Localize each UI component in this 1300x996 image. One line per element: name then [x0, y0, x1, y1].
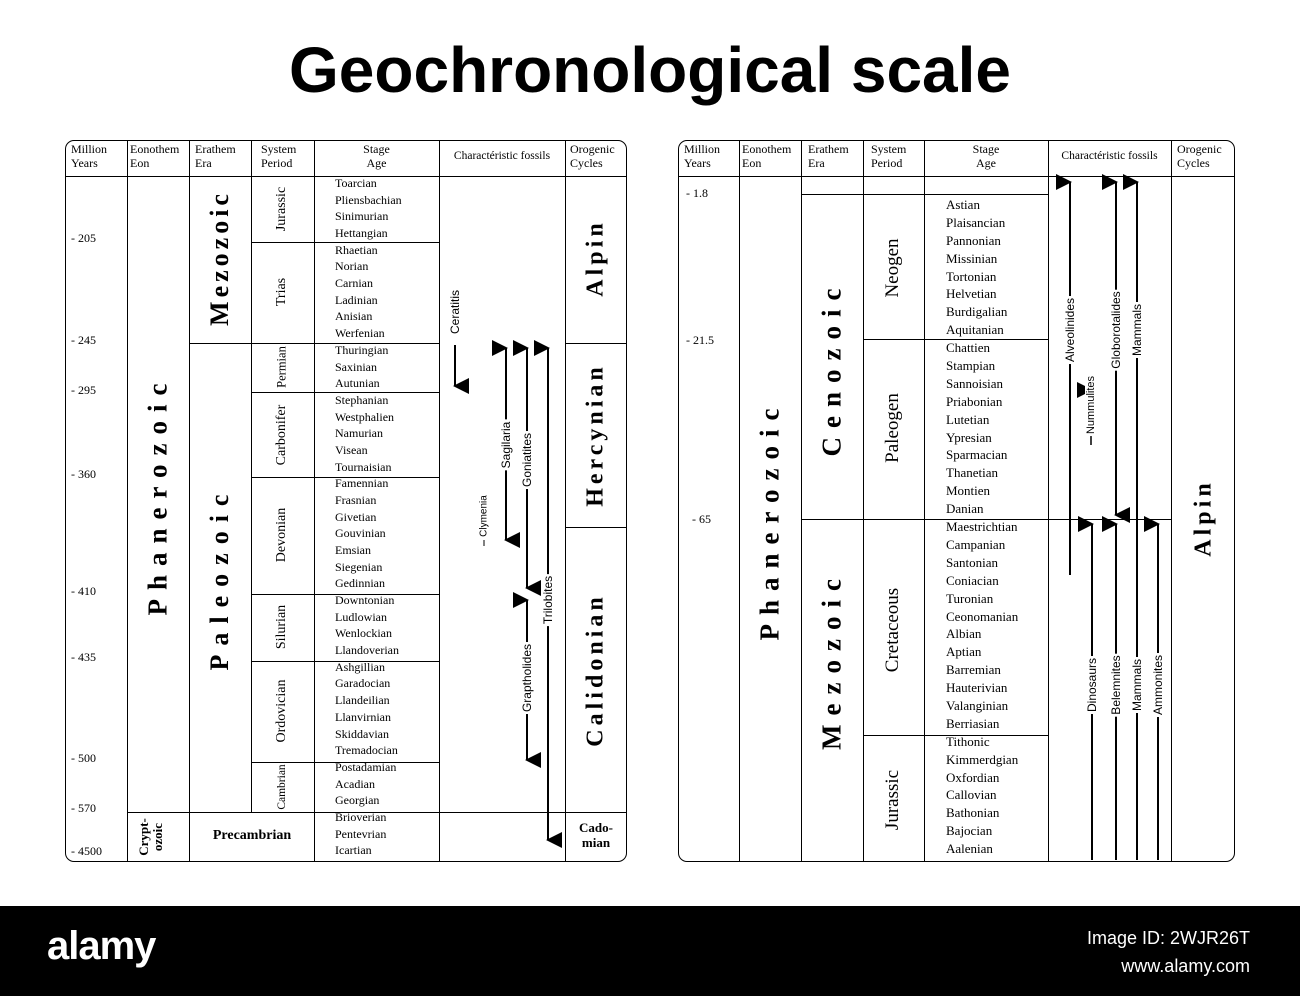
stage-item: Hettangian — [335, 226, 388, 241]
header-era: Era — [808, 155, 825, 170]
header-age: Age — [366, 155, 387, 170]
system-ordovician: Ordovician — [274, 679, 289, 743]
header-age: Age — [976, 155, 996, 170]
age-label: - 21.5 — [686, 333, 714, 347]
stage-item: Wenlockian — [335, 626, 393, 641]
system-carbonifer: Carbonifer — [274, 404, 289, 466]
right-fossil-arrows — [678, 140, 1235, 862]
fossil-mammals: Mammals — [1130, 658, 1144, 712]
header-million: Million — [71, 142, 108, 156]
stage-item: Llanvirnian — [335, 709, 391, 724]
header-stage: Stage — [363, 142, 390, 156]
eon-phanerozoic: Phanerozoic — [754, 399, 785, 641]
fossil-alveolinides: Alveolinides — [1063, 297, 1077, 363]
stage-item: Westphalien — [335, 409, 395, 424]
age-label: - 1.8 — [686, 186, 708, 200]
fossil-goniatites: Goniatites — [520, 432, 534, 488]
stage-item: Sparmacian — [946, 447, 1008, 463]
stage-item: Campanian — [946, 536, 1006, 552]
orogenic-alpin: Alpin — [582, 219, 609, 297]
stage-item: Lutetian — [946, 411, 990, 427]
stage-item: Emsian — [335, 543, 371, 558]
stage-item: Aquitanian — [946, 322, 1004, 338]
stage-item: Toarcian — [335, 176, 377, 190]
stage-item: Frasnian — [335, 492, 377, 507]
stage-item: Gouvinian — [335, 526, 386, 541]
era-mezozoic: Mezozoic — [816, 570, 847, 750]
stage-item: Tithonic — [946, 733, 990, 749]
age-label: - 570 — [71, 801, 96, 815]
era-precambrian: Precambrian — [212, 828, 292, 843]
stage-item: Norian — [335, 259, 369, 274]
header-years: Years — [71, 155, 98, 170]
system-jurassic: Jurassic — [274, 186, 289, 232]
system-trias: Trias — [274, 277, 289, 307]
stage-item: Llandeilian — [335, 693, 390, 708]
stage-item: Plaisancian — [946, 214, 1006, 230]
header-system: System — [871, 142, 907, 156]
age-label: - 65 — [692, 512, 711, 526]
stage-item: Turonian — [946, 590, 994, 606]
watermark-bar — [0, 906, 1300, 996]
stage-item: Bathonian — [946, 805, 1000, 821]
stage-item: Georgian — [335, 793, 380, 808]
stage-item: Missinian — [946, 250, 998, 266]
stage-item: Siegenian — [335, 559, 383, 574]
image-id: Image ID: 2WJR26T — [1086, 928, 1250, 948]
header-orogenic: Orogenic — [1177, 142, 1222, 156]
age-label: - 4500 — [71, 844, 102, 858]
stage-item: Danian — [946, 501, 984, 517]
header-period: Period — [871, 155, 903, 170]
stage-item: Saxinian — [335, 359, 377, 374]
stage-item: Anisian — [335, 309, 373, 324]
header-period: Period — [261, 155, 293, 170]
header-eonothem: Eonothem — [130, 142, 180, 156]
stage-item: Autunian — [335, 376, 380, 391]
stage-item: Valanginian — [946, 697, 1009, 713]
page-title: Geochronological scale — [289, 34, 1011, 106]
stage-item: Montien — [946, 483, 991, 499]
system-jurassic: Jurassic — [882, 769, 903, 831]
age-label: - 410 — [71, 584, 96, 598]
stage-item: Callovian — [946, 787, 997, 803]
header-erathem: Erathem — [195, 142, 236, 156]
orogenic-alpin: Alpin — [1190, 479, 1217, 557]
system-cambrian: Cambrian — [276, 764, 288, 810]
stage-item: Llandoverian — [335, 643, 399, 658]
header-erathem: Erathem — [808, 142, 849, 156]
stage-item: Carnian — [335, 276, 373, 291]
stage-item: Priabonian — [946, 393, 1003, 409]
stage-item: Stampian — [946, 358, 996, 374]
alamy-logo: alamy — [47, 924, 156, 968]
stage-item: Pliensbachian — [335, 192, 402, 207]
stage-item: Pentevrian — [335, 826, 387, 841]
stage-item: Rhaetian — [335, 242, 378, 257]
header-fossils: Charactéristic fossils — [1061, 150, 1158, 162]
stage-item: Tortonian — [946, 268, 997, 284]
stage-item: Hauterivian — [946, 680, 1008, 696]
stage-item: Coniacian — [946, 572, 999, 588]
stage-item: Namurian — [335, 426, 383, 441]
stage-item: Tremadocian — [335, 743, 398, 758]
stage-item: Icartian — [335, 843, 372, 858]
stage-item: Oxfordian — [946, 769, 1000, 785]
site-url: www.alamy.com — [1121, 956, 1250, 976]
stage-item: Chattien — [946, 340, 991, 356]
stage-item: Werfenian — [335, 326, 385, 341]
era-mezozoic: Mezozoic — [205, 190, 234, 326]
fossil-ceratitis: Ceratitis — [448, 289, 462, 335]
fossil-trilobites: Trilobites — [541, 575, 555, 625]
stage-item: Santonian — [946, 554, 998, 570]
stage-item: Sannoisian — [946, 375, 1004, 391]
fossil-ammonites: Ammonites — [1151, 654, 1165, 716]
left-scale-table — [65, 140, 627, 862]
orogenic-hercynian: Hercynian — [582, 363, 609, 507]
fossil-graptholides: Graptholides — [520, 643, 534, 713]
fossil-belemnites: Belemnites — [1109, 655, 1123, 715]
header-eon: Eon — [742, 155, 762, 170]
stage-item: Thuringian — [335, 342, 389, 357]
fossil-sagilaria: Sagilaria — [499, 421, 513, 469]
header-orogenic: Orogenic — [570, 142, 615, 156]
stage-item: Albian — [946, 626, 982, 642]
stage-item: Aptian — [946, 644, 982, 660]
stage-item: Maestrichtian — [946, 519, 1018, 535]
age-label: - 360 — [71, 467, 96, 481]
header-system: System — [261, 142, 297, 156]
stage-item: Postadamian — [335, 759, 397, 774]
header-cycles: Cycles — [1177, 155, 1210, 170]
eon-phanerozoic: Phanerozoic — [142, 374, 173, 616]
stage-item: Ludlowian — [335, 609, 387, 624]
system-permian: Permian — [274, 346, 289, 388]
header-eonothem: Eonothem — [742, 142, 792, 156]
system-neogen: Neogen — [882, 238, 903, 298]
header-stage: Stage — [972, 142, 1000, 156]
stage-item: Burdigalian — [946, 304, 1008, 320]
stage-item: Downtonian — [335, 593, 395, 608]
stage-item: Berriasian — [946, 715, 1000, 731]
stage-item: Aalenian — [946, 841, 993, 857]
fossil-clymenia: Clymenia — [478, 495, 490, 537]
stage-item: Garadocian — [335, 676, 391, 691]
age-label: - 245 — [71, 333, 96, 347]
stage-item: Thanetian — [946, 465, 998, 481]
orogenic-cadomian-2: mian — [581, 835, 611, 850]
age-label: - 435 — [71, 650, 96, 664]
system-devonian: Devonian — [274, 507, 289, 563]
stage-item: Pannonian — [946, 232, 1001, 248]
era-cenozoic: Cenozoic — [816, 279, 847, 457]
system-paleogen: Paleogen — [882, 393, 903, 463]
stage-item: Helvetian — [946, 286, 997, 302]
stage-item: Visean — [335, 442, 368, 457]
orogenic-cadomian-1: Cado- — [579, 820, 613, 835]
stage-item: Ladinian — [335, 292, 378, 307]
orogenic-calidonian: Calidonian — [582, 593, 609, 747]
fossil-dinosaurs: Dinosaurs — [1085, 657, 1099, 713]
header-years: Years — [684, 155, 711, 170]
stage-item: Sinimurian — [335, 209, 389, 224]
stage-item: Givetian — [335, 509, 377, 524]
header-million: Million — [684, 142, 721, 156]
age-label: - 205 — [71, 231, 96, 245]
header-fossils: Charactéristic fossils — [453, 150, 551, 162]
left-fossil-arrows — [65, 140, 627, 862]
stage-item: Famennian — [335, 476, 389, 491]
header-era: Era — [195, 155, 212, 170]
age-label: - 500 — [71, 751, 96, 765]
stage-item: Tournaisian — [335, 459, 392, 474]
stage-item: Kimmerdgian — [946, 751, 1019, 767]
system-silurian: Silurian — [274, 604, 289, 650]
stage-item: Bajocian — [946, 823, 993, 839]
stage-item: Ashgillian — [335, 659, 385, 674]
header-cycles: Cycles — [570, 155, 603, 170]
right-scale-table — [678, 140, 1235, 862]
fossil-nummulites: Nummulites — [1085, 375, 1097, 435]
eon-cryptozoic-2: ozoic — [150, 822, 165, 852]
stage-item: Ceonomanian — [946, 608, 1019, 624]
stage-item: Barremian — [946, 662, 1001, 678]
stage-item: Acadian — [335, 776, 375, 791]
eon-cryptozoic-1: Crypt- — [136, 818, 151, 856]
header-eon: Eon — [130, 155, 150, 170]
stage-item: Astian — [946, 197, 980, 212]
stage-item: Ypresian — [946, 429, 992, 445]
system-cretaceous: Cretaceous — [882, 587, 903, 673]
fossil-mammals: Mammals — [1130, 303, 1144, 357]
stage-item: Gedinnian — [335, 576, 385, 591]
fossil-globorotalides: Globorotalides — [1109, 291, 1123, 369]
era-paleozoic: Paleozoic — [205, 485, 234, 671]
stage-item: Skiddavian — [335, 726, 389, 741]
stage-item: Brioverian — [335, 809, 387, 824]
age-label: - 295 — [71, 383, 96, 397]
stage-item: Stephanian — [335, 392, 389, 407]
